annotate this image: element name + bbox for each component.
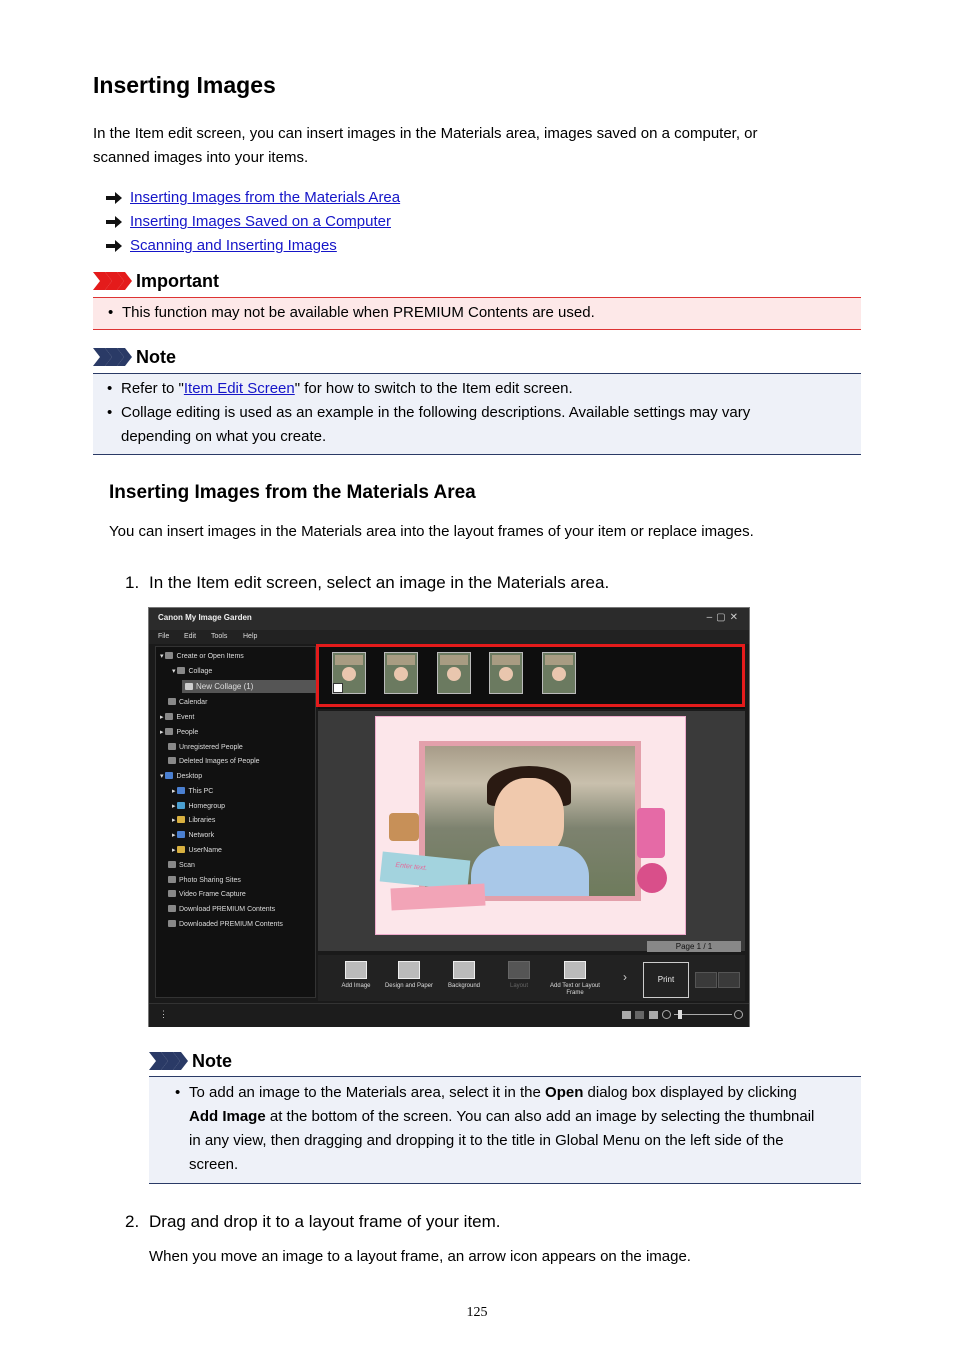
zoom-out-icon[interactable] (662, 1010, 671, 1019)
tree-item[interactable]: Download PREMIUM Contents (168, 905, 275, 913)
step-2-description: When you move an image to a layout frame, an arrow icon appears on the image. (149, 1248, 691, 1265)
page-indicator: Page 1 / 1 (647, 941, 741, 952)
print-button[interactable]: Print (643, 962, 689, 998)
tree-item[interactable]: ▾ Collage (172, 668, 213, 675)
add-text-icon (564, 961, 586, 979)
note-box (149, 1076, 861, 1184)
arrow-right-icon (105, 191, 123, 205)
next-page-icon[interactable] (718, 972, 740, 988)
tree-item[interactable]: Unregistered People (168, 743, 243, 751)
important-chevrons-icon (93, 272, 133, 290)
note-chevrons-icon (149, 1052, 189, 1070)
cake-sticker-icon (389, 813, 419, 841)
status-bar (149, 1003, 749, 1027)
zoom-slider[interactable] (674, 1014, 732, 1015)
tree-item-selected[interactable]: New Collage (1) (182, 680, 316, 693)
menu-file[interactable]: File (158, 633, 170, 640)
arrow-right-icon (105, 215, 123, 229)
design-and-paper-button[interactable]: Design and Paper (383, 959, 435, 999)
menu-dots-icon[interactable]: ⋮ (159, 1009, 168, 1019)
add-image-button[interactable]: Add Image (330, 959, 382, 999)
link-item-edit-screen[interactable]: Item Edit Screen (183, 380, 295, 397)
link-scanning[interactable]: Scanning and Inserting Images (130, 237, 337, 254)
tree-item[interactable]: ▾ Desktop (160, 773, 203, 780)
important-box (93, 297, 861, 330)
more-tools-chevron-icon[interactable]: › (623, 970, 627, 984)
link-materials-area[interactable]: Inserting Images from the Materials Area (130, 189, 401, 206)
intro-paragraph: In the Item edit screen, you can insert images in the Materials area, images saved on a computer, or scanned images into your items. (93, 125, 758, 166)
link-row (105, 186, 400, 210)
add-text-frame-button[interactable]: Add Text or Layout Frame (549, 959, 601, 999)
view-icon[interactable] (635, 1011, 644, 1019)
design-paper-icon (398, 961, 420, 979)
fit-icon[interactable] (649, 1011, 658, 1019)
flower-sticker-icon (637, 863, 667, 893)
tree-item[interactable]: ▾ Create or Open Items (160, 653, 244, 660)
link-row (105, 234, 337, 258)
prev-page-icon[interactable] (695, 972, 717, 988)
step-2: 2. Drag and drop it to a layout frame of your item. (125, 1212, 501, 1231)
menu-edit[interactable]: Edit (184, 633, 197, 640)
tree-item[interactable]: ▸ UserName (172, 847, 222, 854)
important-heading: Important (93, 269, 219, 293)
menu-bar (149, 630, 749, 644)
page-title: Inserting Images (93, 72, 276, 98)
tree-item[interactable]: Deleted Images of People (168, 757, 260, 765)
list-item: • This function may not be available when PREMIUM Contents are used. (108, 304, 595, 321)
tree-item[interactable]: ▸ Libraries (172, 817, 216, 824)
arrow-right-icon (105, 239, 123, 253)
note-box (93, 373, 861, 455)
step-1: 1. In the Item edit screen, select an image in the Materials area. (125, 573, 610, 592)
tree-item[interactable]: Scan (168, 861, 195, 869)
tree-item[interactable]: ▸ This PC (172, 788, 214, 795)
tree-item[interactable]: Video Frame Capture (168, 890, 246, 898)
menu-tools[interactable]: Tools (211, 633, 228, 640)
tree-item[interactable]: Calendar (168, 698, 207, 706)
menu-help[interactable]: Help (243, 633, 258, 640)
tree-item[interactable]: Downloaded PREMIUM Contents (168, 920, 283, 928)
app-screenshot (148, 607, 750, 1027)
zoom-in-icon[interactable] (734, 1010, 743, 1019)
tree-item[interactable]: ▸ Homegroup (172, 803, 226, 810)
layout-button[interactable]: Layout (493, 959, 545, 999)
tree-item[interactable]: ▸ Network (172, 832, 215, 839)
tree-item[interactable]: ▸ People (160, 729, 199, 736)
background-icon (453, 961, 475, 979)
link-saved-on-computer[interactable]: Inserting Images Saved on a Computer (130, 213, 391, 230)
global-menu (155, 646, 316, 998)
list-item: • To add an image to the Materials area, select it in the Open dialog box displayed by clicking Add Image at the bottom of the screen. You can also add an image by selecting the thumbnail in any view, then dragging and dropping it to the title in Global Menu on the left side of the screen. (175, 1084, 815, 1173)
page-number: 125 (466, 1305, 488, 1320)
photo-detail (471, 846, 589, 896)
list-item: • Refer to "Item Edit Screen" for how to switch to the Item edit screen. (107, 380, 573, 397)
highlight-frame (316, 644, 745, 707)
tree-item[interactable]: Photo Sharing Sites (168, 876, 241, 884)
note-heading: Note (93, 345, 176, 369)
window-controls[interactable]: –▢✕ (706, 612, 742, 623)
text-label-tape[interactable]: Enter text. (380, 851, 471, 890)
zoom-slider-handle[interactable] (678, 1010, 682, 1019)
view-icon[interactable] (622, 1011, 631, 1019)
tree-item[interactable]: ▸ Event (160, 714, 195, 721)
add-image-icon (345, 961, 367, 979)
list-item: • Collage editing is used as an example in the following descriptions. Available settings may vary depending on what you create. (107, 404, 751, 445)
link-row (105, 210, 391, 234)
background-button[interactable]: Background (438, 959, 490, 999)
section-heading: Inserting Images from the Materials Area (109, 482, 476, 503)
note-heading: Note (149, 1049, 232, 1073)
note-chevrons-icon (93, 348, 133, 366)
pattern-sticker-icon (637, 808, 665, 858)
window-titlebar: Canon My Image Garden –▢✕ (149, 608, 749, 630)
section-description: You can insert images in the Materials area into the layout frames of your item or replace images. (109, 523, 754, 540)
layout-icon (508, 961, 530, 979)
